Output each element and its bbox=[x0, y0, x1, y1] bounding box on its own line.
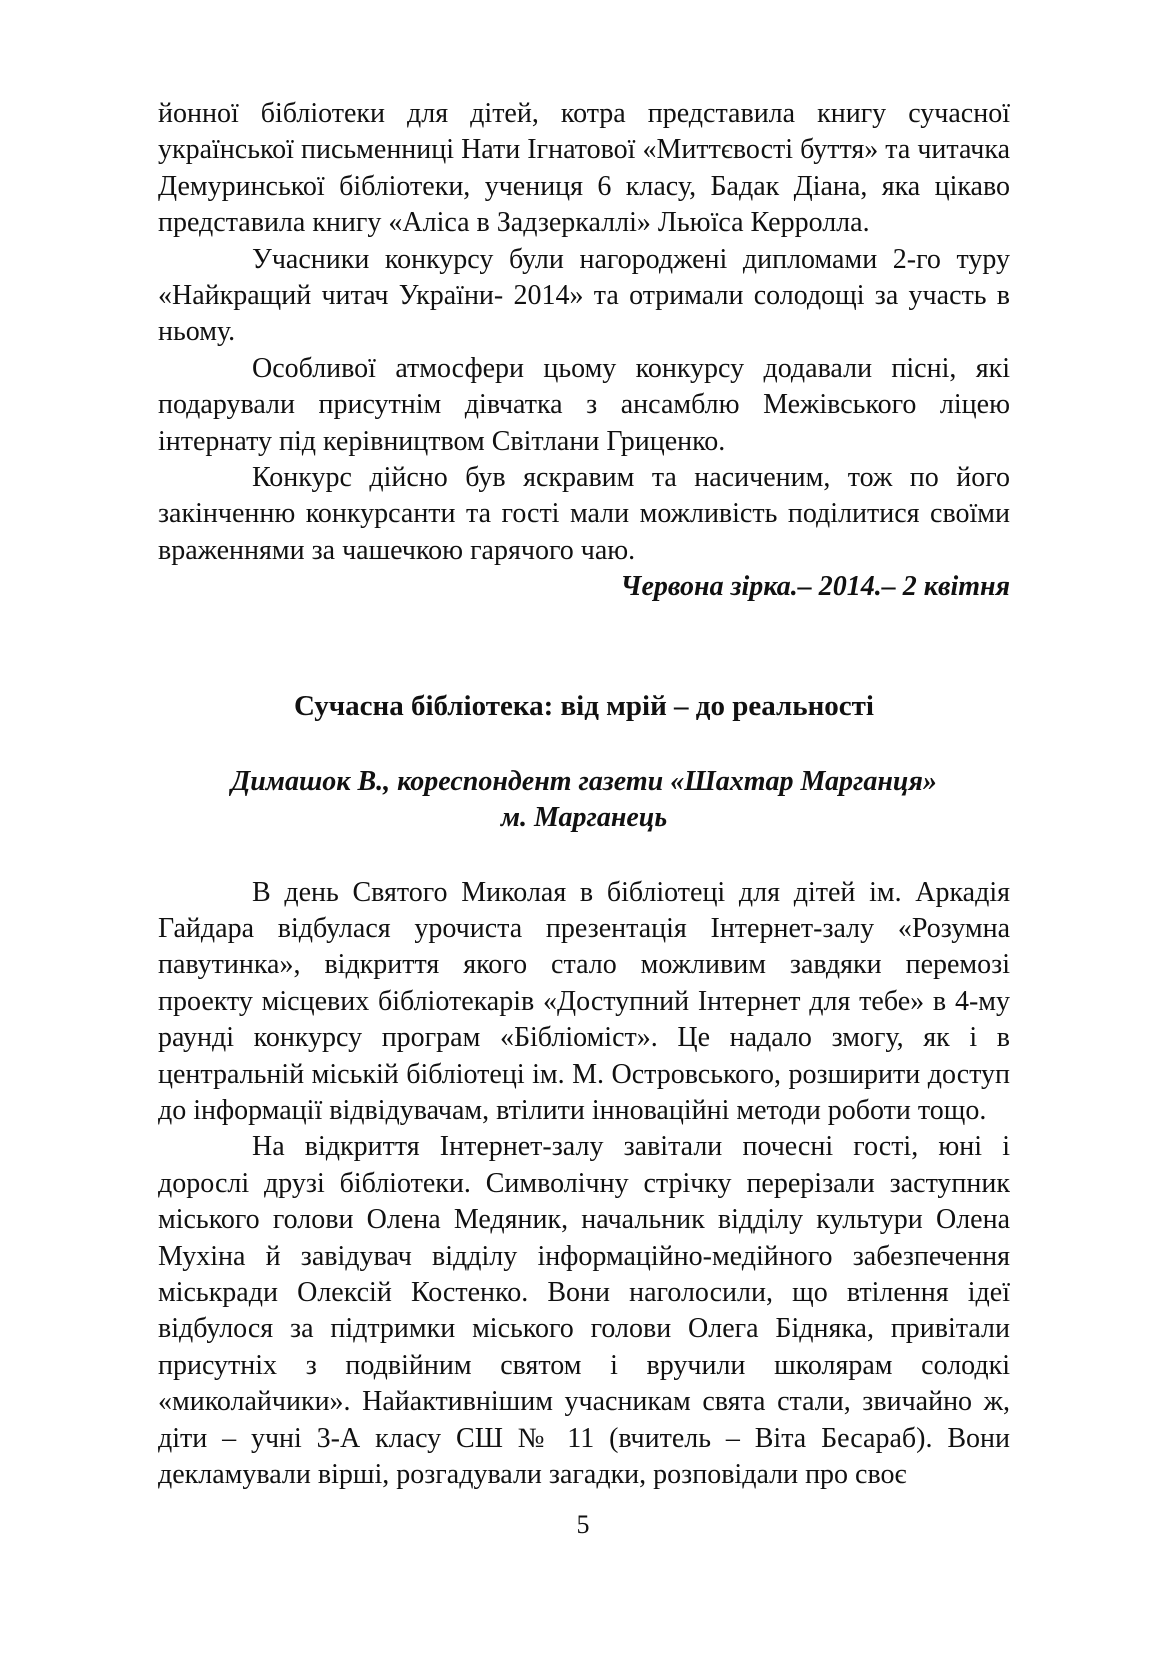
paragraph-awards: Учасники конкурсу були нагороджені дипломами 2-го туру «Найкращий читач України- 2014» та отримали солодощі за участь в ньому. bbox=[158, 243, 1010, 348]
source-citation: Червона зірка.– 2014.– 2 квітня bbox=[620, 571, 1010, 603]
paragraph-atmosphere: Особливої атмосфери цьому конкурсу додавали пісні, які подарували присутнім дівчатка з ансамблю Межівського ліцею інтернату під керівництвом Світлани Гриценко. bbox=[158, 352, 1010, 457]
article-paragraph-1: В день Святого Миколая в бібліотеці для дітей ім. Аркадія Гайдара відбулася урочиста презентація Інтернет-залу «Розумна павутинка», відкриття якого стало можливим завдяки перемозі проекту місцевих бібліотекарів «Доступний Інтернет для тебе» в 4-му раунді конкурсу програм «Бібліоміст». Це надало змогу, як і в центральній міській бібліотеці ім. М. Островського, розширити доступ до інформації відвідувачам, втілити інноваційні методи роботи тощо. bbox=[158, 876, 1010, 1126]
paragraph-continuation: йонної бібліотеки для дітей, котра представила книгу сучасної української письменниці Нати Ігнатової «Миттєвості буття» та читачка Демуринської бібліотеки, учениця 6 класу, Бадак Діана, яка цікаво представила книгу «Аліса в Задзеркаллі» Льюїса Керролла. bbox=[158, 98, 1010, 239]
article-byline bbox=[158, 764, 1010, 837]
byline-place: м. Марганець bbox=[500, 802, 668, 834]
article-title: Сучасна бібліотека: від мрій – до реальності bbox=[294, 689, 874, 722]
byline-author: Димашок В., кореспондент газети «Шахтар Марганця» bbox=[231, 765, 937, 797]
paragraph-conclusion: Конкурс дійсно був яскравим та насиченим, тож по його закінченню конкурсанти та гості мали можливість поділитися своїми враженнями за чашечкою гарячого чаю. bbox=[158, 462, 1010, 566]
article-paragraph-2: На відкриття Інтернет-залу завітали почесні гості, юні і дорослі друзі бібліотеки. Символічну стрічку перерізали заступник міського голови Олена Медяник, начальник відділу культури Олена Мухіна й завідувач відділу інформаційно-медійного забезпечення міськради Олексій Костенко. Вони наголосили, що втілення ідеї відбулося за підтримки міського голови Олега Бідняка, привітали присутніх з подвійним святом і вручили школярам солодкі «миколайчики». Найактивнішим учасникам свята стали, звичайно ж, діти – учні 3-А класу СШ № 11 (вчитель – Віта Бесараб). Вони декламували вірші, розгадували загадки, розповідали про своє bbox=[158, 1131, 1010, 1490]
page-number: 5 bbox=[576, 1510, 590, 1539]
page-content bbox=[158, 96, 1010, 1493]
